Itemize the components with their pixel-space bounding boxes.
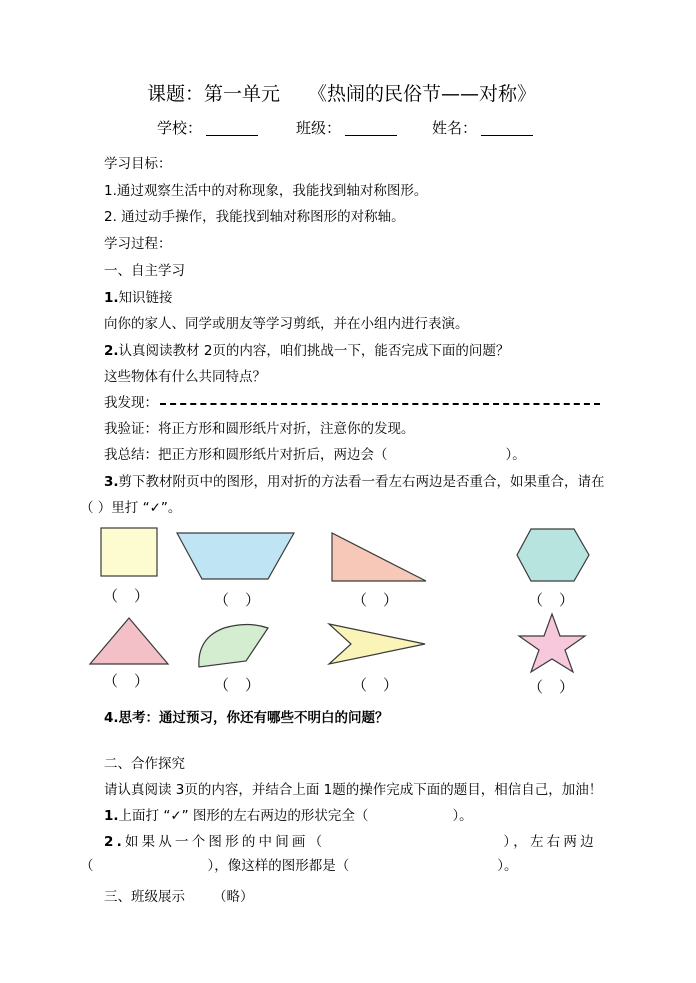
coop-question-2-cont bbox=[80, 854, 518, 874]
answer-paren-arrow[interactable] bbox=[352, 674, 398, 695]
coop-question-2 bbox=[104, 830, 597, 850]
coop-q1-text-b: ” 图形的左右两边的形状完全（ bbox=[181, 808, 369, 824]
answer-paren-right-triangle[interactable] bbox=[352, 589, 398, 610]
class-field bbox=[296, 117, 397, 138]
paren-close: ） bbox=[558, 678, 574, 696]
coop-q1-close: ）。 bbox=[452, 808, 473, 824]
knowledge-link-heading bbox=[104, 286, 173, 306]
fan-shape bbox=[196, 620, 272, 670]
coop-q1-text-a: 上面打 “ bbox=[118, 808, 171, 824]
goals-heading: 学习目标： bbox=[104, 156, 172, 172]
answer-paren-square[interactable] bbox=[103, 585, 149, 606]
coop-q2-number: 2. bbox=[104, 834, 125, 850]
paren-close: ） bbox=[244, 591, 260, 609]
goal-2: 2. 通过动手操作，我能找到轴对称图形的对称轴。 bbox=[104, 209, 405, 225]
paren-open: （ bbox=[528, 678, 544, 696]
school-label: 学校： bbox=[157, 119, 203, 137]
read-textbook-line bbox=[104, 339, 509, 359]
coop-q2-text-b: ），左右两边 bbox=[503, 834, 597, 850]
section-1-heading: 一、自主学习 bbox=[104, 263, 185, 279]
paren-close: ） bbox=[558, 591, 574, 609]
answer-paren-star[interactable] bbox=[528, 676, 574, 697]
read-textbook-text: 认真阅读教材 2页的内容，咱们挑战一下，能否完成下面的问题？ bbox=[118, 343, 510, 359]
cut-shapes-text: 剪下教材附页中的图形，用对折的方法看一看左右两边是否重合，如果重合，请在 bbox=[118, 474, 605, 490]
coop-q2-text-d: ），像这样的图形都是（ bbox=[207, 858, 350, 874]
paren-close: ） bbox=[133, 587, 149, 605]
school-blank[interactable] bbox=[206, 121, 258, 136]
name-label: 姓名： bbox=[432, 119, 478, 137]
think-question: 4.思考：通过预习，你还有哪些不明白的问题？ bbox=[104, 710, 389, 726]
discover-line bbox=[104, 391, 600, 411]
name-field bbox=[432, 117, 533, 138]
name-blank[interactable] bbox=[481, 121, 533, 136]
check-mark-icon: ✓ bbox=[149, 500, 161, 516]
paren-open: （ bbox=[214, 591, 230, 609]
arrow-shape bbox=[327, 622, 429, 666]
answer-paren-isosceles-triangle[interactable] bbox=[103, 670, 149, 691]
coop-q2-text-c: （ bbox=[80, 858, 94, 874]
page-title bbox=[147, 79, 536, 106]
coop-intro: 请认真阅读 3页的内容，并结合上面 1题的操作完成下面的题目，相信自己，加油！ bbox=[104, 782, 603, 798]
section-3-note: （略） bbox=[213, 889, 254, 905]
square-shape bbox=[100, 527, 160, 579]
cut-shapes-instruction bbox=[104, 470, 605, 490]
summary-line bbox=[104, 443, 526, 463]
check-mark-icon: ✓ bbox=[170, 808, 182, 824]
coop-question-1 bbox=[104, 804, 473, 824]
discover-answer-blank[interactable] bbox=[160, 395, 600, 405]
answer-paren-trapezoid[interactable] bbox=[214, 589, 260, 610]
paren-close: ） bbox=[133, 672, 149, 690]
common-question: 这些物体有什么共同特点？ bbox=[104, 369, 266, 385]
section-2-heading: 二、合作探究 bbox=[104, 756, 185, 772]
goal-1: 1.通过观察生活中的对称现象，我能找到轴对称图形。 bbox=[104, 183, 428, 199]
right-triangle-shape bbox=[330, 531, 430, 583]
cut-shapes-text-3: ”。 bbox=[160, 500, 182, 516]
paren-open: （ bbox=[214, 676, 230, 694]
class-blank[interactable] bbox=[345, 121, 397, 136]
paren-open: （ bbox=[528, 591, 544, 609]
knowledge-link-label: 知识链接 bbox=[118, 290, 173, 306]
cut-shapes-text-2: （ ）里打 “ bbox=[80, 500, 150, 516]
paren-close: ） bbox=[382, 591, 398, 609]
isosceles-triangle-shape bbox=[88, 616, 170, 666]
knowledge-link-number: 1. bbox=[104, 290, 119, 306]
trapezoid-shape bbox=[176, 531, 296, 581]
paren-open: （ bbox=[103, 672, 119, 690]
star-shape bbox=[516, 612, 588, 674]
school-field bbox=[157, 117, 258, 138]
coop-q1-number: 1. bbox=[104, 808, 119, 824]
section-3-heading bbox=[104, 885, 254, 905]
section-3-title: 三、班级展示 bbox=[104, 889, 185, 905]
paren-open: （ bbox=[352, 676, 368, 694]
cut-shapes-instruction-cont bbox=[80, 496, 181, 516]
process-heading: 学习过程： bbox=[104, 236, 172, 252]
read-textbook-number: 2. bbox=[104, 343, 119, 359]
cut-shapes-number: 3. bbox=[104, 474, 119, 490]
paren-close: ） bbox=[382, 676, 398, 694]
coop-q2-close: ）。 bbox=[497, 858, 518, 874]
verify-line: 我验证：将正方形和圆形纸片对折，注意你的发现。 bbox=[104, 421, 415, 437]
title-name: 《热闹的民俗节——对称》 bbox=[308, 83, 537, 105]
summary-text: 我总结：把正方形和圆形纸片对折后，两边会（ bbox=[104, 447, 388, 463]
title-prefix: 课题：第一单元 bbox=[147, 83, 281, 105]
hexagon-shape bbox=[515, 527, 591, 583]
paren-close: ） bbox=[244, 676, 260, 694]
answer-paren-fan[interactable] bbox=[214, 674, 260, 695]
summary-close: ）。 bbox=[505, 447, 526, 463]
class-label: 班级： bbox=[296, 119, 342, 137]
coop-q2-text-a: 如果从一个图形的中间画（ bbox=[124, 834, 326, 850]
answer-paren-hexagon[interactable] bbox=[528, 589, 574, 610]
knowledge-link-text: 向你的家人、同学或朋友等学习剪纸，并在小组内进行表演。 bbox=[104, 316, 469, 332]
paren-open: （ bbox=[352, 591, 368, 609]
discover-label: 我发现： bbox=[104, 395, 158, 411]
paren-open: （ bbox=[103, 587, 119, 605]
